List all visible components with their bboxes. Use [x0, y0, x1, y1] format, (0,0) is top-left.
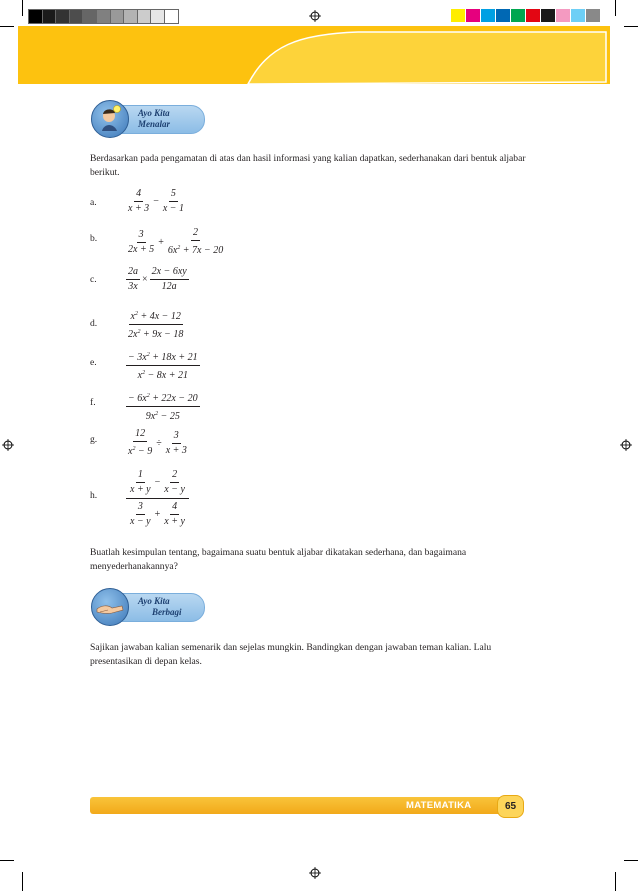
color-swatch — [556, 9, 570, 22]
page-header-band — [18, 26, 610, 84]
color-swatch — [481, 9, 495, 22]
section-label: Ayo Kita Menalar — [138, 108, 171, 129]
crop-mark — [0, 26, 14, 27]
crop-mark — [22, 0, 23, 16]
color-swatch — [451, 9, 465, 22]
expression-b: $\frac{3}{2x + 5}$ + $\frac{2}{6x^2 + 7x - 20}$ — [128, 227, 224, 256]
registration-mark-icon — [620, 439, 632, 451]
crop-mark — [624, 26, 638, 27]
crop-mark — [22, 872, 23, 891]
color-swatch — [526, 9, 540, 22]
problem-label: a. — [90, 197, 97, 208]
problem-label: c. — [90, 274, 97, 285]
color-swatch — [511, 9, 525, 22]
crop-mark — [0, 860, 14, 861]
share-paragraph: Sajikan jawaban kalian semenarik dan sejelas mungkin. Bandingkan dengan jawaban teman kalian. Lalu presentasikan di depan kelas. — [90, 642, 492, 667]
color-swatch — [496, 9, 510, 22]
expression-e: $\frac{- 3x^2 + 18x + 21}{x^2 - 8x + 21}$ — [126, 349, 200, 382]
registration-mark-icon — [309, 10, 321, 22]
problem-label: f. — [90, 397, 96, 408]
thinking-person-icon — [91, 100, 129, 138]
expression-h: $\frac{1}{x + y}$ − $\frac{2}{x - y}$ $\frac{3}{x - y}$ + $\frac{4}{x + y}$ — [126, 469, 189, 528]
problem-label: h. — [90, 490, 98, 501]
expression-d: $\frac{x^2 + 4x - 12}{2x^2 + 9x - 18}$ — [126, 308, 185, 341]
conclusion-paragraph: Buatlah kesimpulan tentang, bagaimana suatu bentuk aljabar dikatakan sederhana, dan bagaimana menyederhanakannya? — [90, 547, 467, 572]
color-swatch — [164, 9, 179, 24]
handshake-icon — [91, 588, 129, 626]
problem-label: e. — [90, 357, 97, 368]
color-swatch — [586, 9, 600, 22]
expression-f: $\frac{- 6x^2 + 22x - 20}{9x^2 - 25}$ — [126, 390, 200, 423]
registration-mark-icon — [309, 867, 321, 879]
registration-mark-icon — [2, 439, 14, 451]
color-swatch — [466, 9, 480, 22]
crop-mark — [624, 860, 638, 861]
crop-mark — [615, 0, 616, 16]
expression-c: $\frac{2a}{3x}$ × $\frac{2x - 6xy}{12a}$ — [128, 266, 187, 292]
problem-label: d. — [90, 318, 98, 329]
page-number: 65 — [497, 795, 524, 818]
problem-label: b. — [90, 233, 98, 244]
crop-mark — [615, 872, 616, 891]
expression-g: $\frac{12}{x^2 - 9}$ ÷ $\frac{3}{x + 3}$ — [128, 428, 187, 457]
color-swatch — [571, 9, 585, 22]
section-label: Ayo Kita Berbagi — [138, 596, 182, 617]
intro-paragraph: Berdasarkan pada pengamatan di atas dan hasil informasi yang kalian dapatkan, sederhanakan dari bentuk aljabar berikut. — [90, 153, 526, 178]
expression-a: $\frac{4}{x + 3}$ − $\frac{5}{x - 1}$ — [128, 188, 185, 214]
problem-label: g. — [90, 434, 98, 445]
footer-subject: MATEMATIKA — [406, 800, 472, 811]
color-swatch — [541, 9, 555, 22]
